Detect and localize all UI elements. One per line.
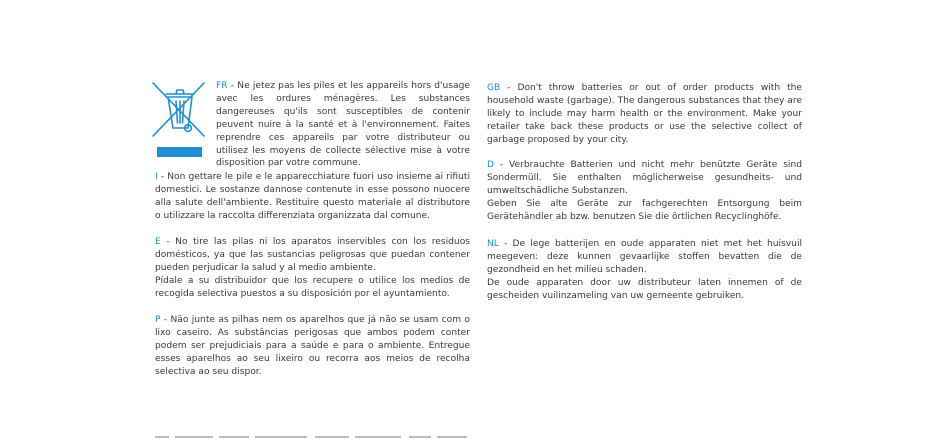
- section-es-text-2: Pídale a su distribuidor que los recupere o utilice los medios de recogida selectiva puestos a su disposición por el ayuntamiento.: [155, 275, 470, 299]
- section-pt-text: - Não junte as pilhas nem os aparelhos que já não se usam com o lixo caseiro. As substâncias perigosas que ambos podem conter podem ser prejudiciais para a saúde e para o ambiente. Entregue esses aparelhos ao seu lixeiro ou recorra aos meios de recolha selectiva ao seu dispor.: [155, 315, 470, 377]
- section-fr: [216, 80, 470, 170]
- lang-code-fr: FR: [216, 81, 228, 91]
- lang-code-it: I: [155, 172, 158, 182]
- lang-code-es: E: [155, 237, 161, 247]
- section-de-text-2: Geben Sie alte Geräte zur fachgerechten Entsorgung beim Gerätehändler ab bzw. benutzen Sie die örtlichen Recyclinghöfe.: [487, 198, 802, 222]
- lang-code-pt: P: [155, 315, 161, 325]
- lang-code-nl: NL: [487, 239, 499, 249]
- section-de: [487, 159, 802, 224]
- crossed-out-wheelie-bin-icon: [150, 80, 208, 140]
- lang-code-de: D: [487, 160, 495, 170]
- section-gb-text: - Don't throw batteries or out of order products with the household waste (garbage). The dangerous substances that they are likely to include may harm health or the environment. Make your retailer take back these products or use the selective collect of garbage proposed by your city.: [487, 83, 802, 145]
- section-es-text: - No tire las pilas ni los aparatos inservibles con los residuos domésticos, ya que las sustancias peligrosas que puedan contener pueden perjudicar la salud y al medio ambiente.: [155, 237, 470, 273]
- section-it: [155, 171, 470, 223]
- lang-code-gb: GB: [487, 83, 501, 93]
- section-it-text: - Non gettare le pile e le apparecchiature fuori uso insieme ai rifiuti domestici. Le sostanze dannose contenute in esse possono nuocere alla salute dell'ambiente. Restituire questo materiale al distributore o utilizzare la raccolta differenziata organizzata dal comune.: [155, 172, 470, 221]
- section-nl-text: - De lege batterijen en oude apparaten niet met het huisvuil meegeven: deze kunnen gevaarlijke stoffen bevatten die de gezondheid en het milieu schaden.: [487, 239, 802, 275]
- section-fr-text: - Ne jetez pas les piles et les appareils hors d'usage avec les ordures ménagères. Les substances dangereuses qu'ils sont susceptibles de contenir peuvent nuire à la santé et à l'environnement. Faites reprendre ces appareils par votre distributeur ou utilisez les moyens de collecte sélective mise à votre disposition par votre commune.: [216, 81, 470, 169]
- weee-solid-bar: [157, 147, 202, 157]
- truncated-text-line: [155, 433, 475, 441]
- section-nl-text-2: De oude apparaten door uw distributeur laten innemen of de gescheiden vuilinzameling van uw gemeente gebruiken.: [487, 277, 802, 301]
- section-nl: [487, 238, 802, 303]
- section-gb: [487, 82, 802, 147]
- section-pt: [155, 314, 470, 379]
- section-de-text: - Verbrauchte Batterien und nicht mehr benützte Geräte sind Sondermüll. Sie enthalten möglicherweise gesundheits- und umweltschädliche Substanzen.: [487, 160, 802, 196]
- section-es: [155, 236, 470, 301]
